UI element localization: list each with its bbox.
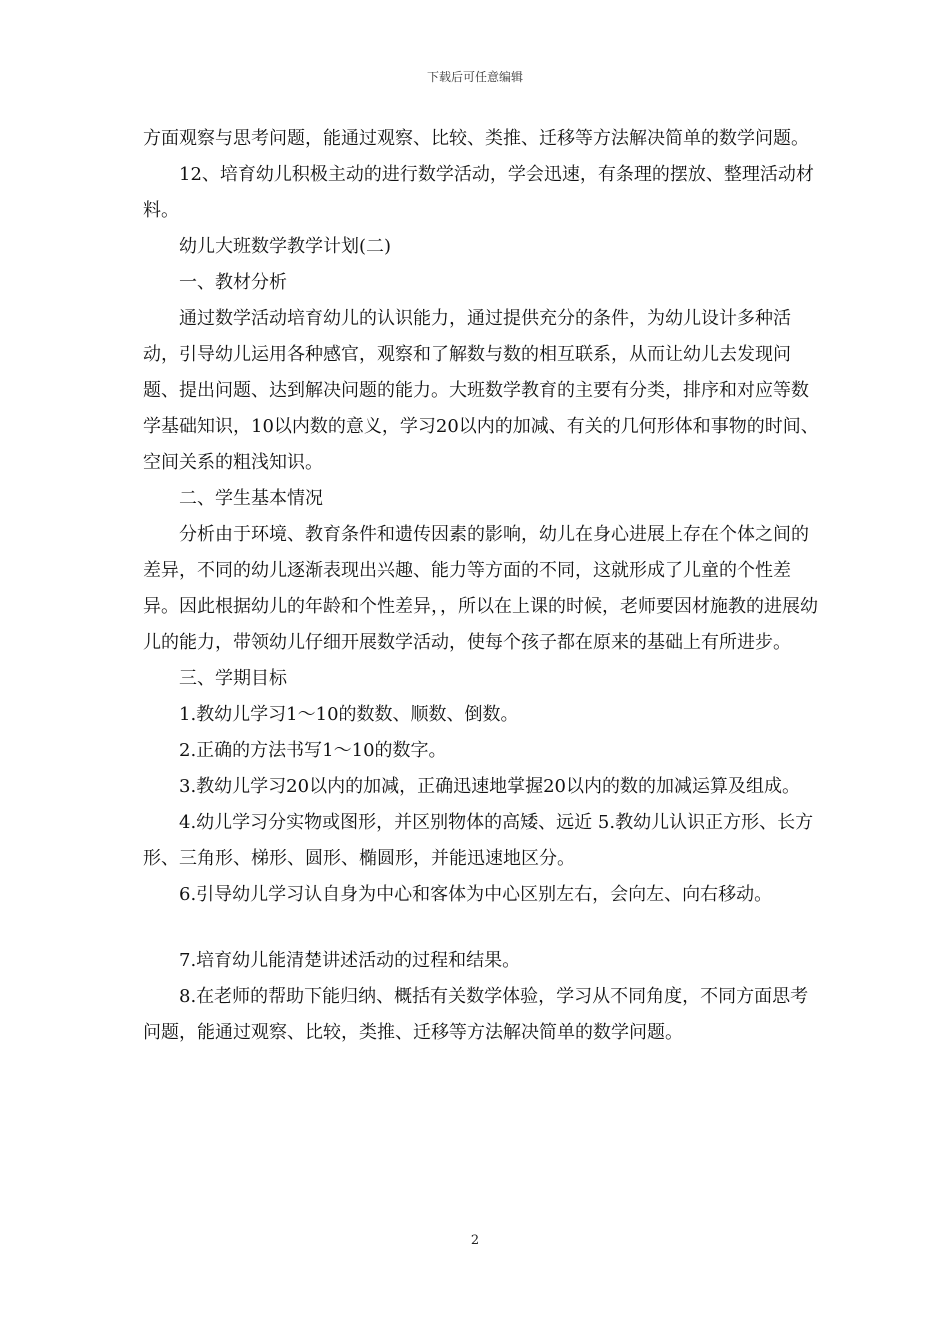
section-title: 幼儿大班数学教学计划(二) <box>179 236 392 257</box>
goal-item-2: 2.正确的方法书写1～10的数字。 <box>179 740 447 761</box>
heading-student-situation: 二、学生基本情况 <box>179 488 323 509</box>
goal-item-4-5: 4.幼儿学习分实物或图形，并区别物体的高矮、远近 5.教幼儿认识正方形、长方形、三角形、梯形、圆形、椭圆形，并能迅速地区分。 <box>143 812 814 869</box>
goal-item-3: 3.教幼儿学习20以内的加减，正确迅速地掌握20以内的数的加减运算及组成。 <box>179 776 800 797</box>
document-body <box>143 121 823 1051</box>
goal-item-1: 1.教幼儿学习1～10的数数、顺数、倒数。 <box>179 704 519 725</box>
heading-semester-goals: 三、学期目标 <box>179 668 287 689</box>
paragraph-continuation: 方面观察与思考问题，能通过观察、比较、类推、迁移等方法解决简单的数学问题。 <box>143 128 809 149</box>
heading-textbook-analysis: 一、教材分析 <box>179 272 287 293</box>
goal-item-6: 6.引导幼儿学习认自身为中心和客体为中心区别左右，会向左、向右移动。 <box>179 884 773 905</box>
header-note: 下载后可任意编辑 <box>426 70 523 84</box>
paragraph-item-12: 12、培育幼儿积极主动的进行数学活动，学会迅速，有条理的摆放、整理活动材料。 <box>143 164 814 221</box>
goal-item-7: 7.培育幼儿能清楚讲述活动的过程和结果。 <box>179 950 521 971</box>
page-number: 2 <box>470 1233 480 1248</box>
paragraph-student-situation: 分析由于环境、教育条件和遗传因素的影响，幼儿在身心进展上存在个体之间的差异，不同的幼儿逐渐表现出兴趣、能力等方面的不同，这就形成了儿童的个性差异。因此根据幼儿的年龄和个性差异，，所以在上课的时候，老师要因材施教的进展幼儿的能力，带领幼儿仔细开展数学活动，使每个孩子都在原来的基础上有所进步。 <box>143 524 818 653</box>
goal-item-8: 8.在老师的帮助下能归纳、概括有关数学体验，学习从不同角度，不同方面思考问题，能通过观察、比较，类推、迁移等方法解决简单的数学问题。 <box>143 986 809 1043</box>
paragraph-textbook-analysis: 通过数学活动培育幼儿的认识能力，通过提供充分的条件，为幼儿设计多种活动，引导幼儿运用各种感官，观察和了解数与数的相互联系，从而让幼儿去发现问题、提出问题、达到解决问题的能力。大班数学教育的主要有分类，排序和对应等数学基础知识，10以内数的意义，学习20以内的加减、有关的几何形体和事物的时间、空间关系的粗浅知识。 <box>143 308 819 473</box>
blank-line <box>143 913 823 943</box>
